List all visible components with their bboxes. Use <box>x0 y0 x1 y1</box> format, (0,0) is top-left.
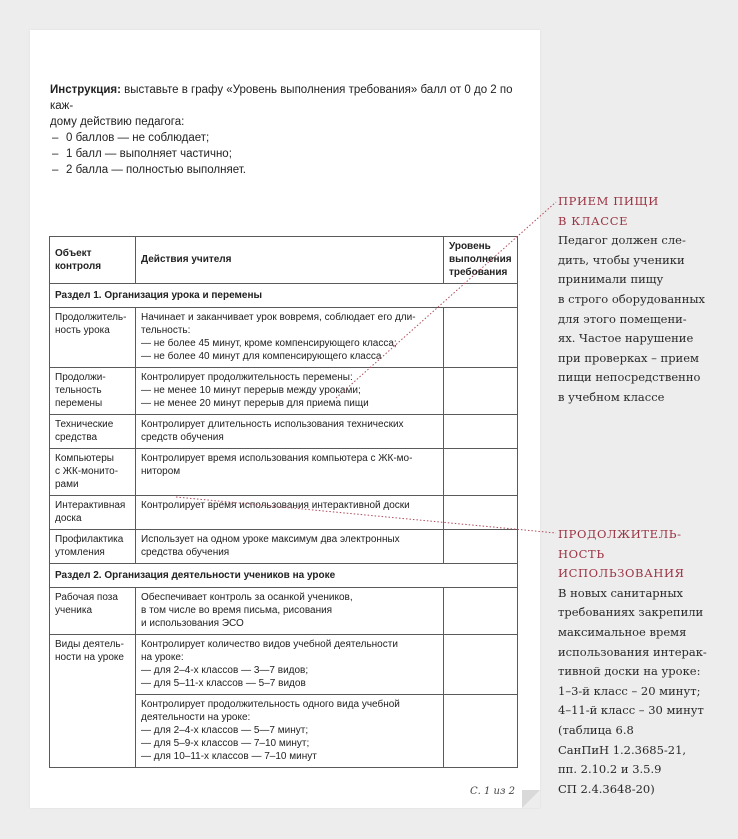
action-line: Обеспечивает контроль за осанкой учеников, <box>141 592 353 603</box>
object-line: рами <box>55 479 79 490</box>
sidenote-heading-line: ПРИЕМ ПИЩИ <box>558 194 659 208</box>
sidenote-heading-line: ИСПОЛЬЗОВАНИЯ <box>558 566 685 581</box>
page-number: С. 1 из 2 <box>470 786 515 797</box>
instruction-text-1: выставьте в графу «Уровень выполнения требования» балл от 0 до 2 по каж- <box>50 84 513 112</box>
sidenote-body-line: использования интерак- <box>558 644 707 659</box>
action-line: — не более 40 минут для компенсирующего класса <box>141 351 382 362</box>
action-line: Контролирует время использования интерактивной доски <box>141 500 410 511</box>
action-line: — для 2–4-х классов — 5—7 минут; <box>141 725 309 736</box>
action-line: на уроке: <box>141 652 184 663</box>
action-line: — для 2–4-х классов — 3—7 видов; <box>141 665 309 676</box>
object-line: ученика <box>55 605 93 616</box>
object-line: с ЖК-монито- <box>55 466 119 477</box>
object-line: доска <box>55 513 82 524</box>
instruction-text-2: дому действию педагога: <box>50 116 185 128</box>
action-line: — не более 45 минут, кроме компенсирующего класса; <box>141 338 397 349</box>
section-2-title: Раздел 2. Организация деятельности учеников на уроке <box>50 564 518 588</box>
sidenote-body-line: тивной доски на уроке: <box>558 664 701 679</box>
action-line: деятельности на уроке: <box>141 712 251 723</box>
object-line: ности на уроке <box>55 652 124 663</box>
action-line: средства обучения <box>141 547 230 558</box>
object-line: Компьютеры <box>55 453 114 464</box>
action-line: средств обучения <box>141 432 224 443</box>
sidenote-body-line: принимали пищу <box>558 272 664 287</box>
action-line: — не менее 20 минут перерыв для приема пищи <box>141 398 369 409</box>
action-line: Контролирует продолжительность перемены: <box>141 372 353 383</box>
sidenote-body-line: СанПиН 1.2.3685-21, <box>558 742 687 757</box>
action-line: — не менее 10 минут перерыв между уроками; <box>141 385 361 396</box>
action-line: нитором <box>141 466 181 477</box>
leader-line-duration <box>176 497 556 533</box>
sidenote-heading-line: НОСТЬ <box>558 546 605 561</box>
object-line: утомления <box>55 547 105 558</box>
sidenote-body-line: дить, чтобы ученики <box>558 252 685 267</box>
action-line: Контролирует длительность использования технических <box>141 419 404 430</box>
object-line: Виды деятель- <box>55 639 124 650</box>
action-line: тельность: <box>141 325 191 336</box>
object-line: Профилактика <box>55 534 124 545</box>
sidenote-body-line: требованиях закрепили <box>558 605 704 620</box>
object-line: ность урока <box>55 325 110 336</box>
sidenote-body-line: СП 2.4.3648-20) <box>558 781 655 796</box>
header-object-line: Объект <box>55 247 92 259</box>
object-line: Интерактивная <box>55 500 126 511</box>
sidenote-body-line: при проверках – прием <box>558 350 699 365</box>
sidenote-body-line: 1–3-й класс – 20 минут; <box>558 683 701 698</box>
sidenote-body-line: ях. Частое нарушение <box>558 331 694 346</box>
action-line: Контролирует время использования компьютера с ЖК-мо- <box>141 453 413 464</box>
score-option: – 2 балла — полностью выполняет. <box>50 162 525 178</box>
sidenote-heading-line: ПРОДОЛЖИТЕЛЬ- <box>558 527 682 541</box>
action-line: — для 5–11-х классов — 5–7 видов <box>141 678 306 689</box>
header-level-line: выполнения <box>449 254 512 265</box>
action-line: Начинает и заканчивает урок вовремя, соблюдает его дли- <box>141 312 416 323</box>
sidenote-body-line: в строго оборудованных <box>558 291 706 306</box>
object-line: Продолжитель- <box>55 312 127 323</box>
section-1-title: Раздел 1. Организация урока и перемены <box>50 284 518 308</box>
header-level-line: Уровень <box>449 241 491 252</box>
action-line: — для 10–11-х классов — 7–10 минут <box>141 751 317 762</box>
object-line: тельность <box>55 385 102 396</box>
sidenote-body-line: в учебном классе <box>558 389 665 404</box>
action-line: Использует на одном уроке максимум два электронных <box>141 534 400 545</box>
object-line: средства <box>55 432 98 443</box>
sidenote-body-line: В новых санитарных <box>558 585 683 600</box>
sidenote-body-line: пищи непосредственно <box>558 370 701 385</box>
sidenote-body-line: 4–11-й класс – 30 минут <box>558 703 704 718</box>
object-line: Рабочая поза <box>55 592 118 603</box>
action-line: Контролирует количество видов учебной деятельности <box>141 639 398 650</box>
action-line: Контролирует продолжительность одного вида учебной <box>141 699 400 710</box>
object-line: Продолжи- <box>55 372 106 383</box>
sidenote-heading-line: В КЛАССЕ <box>558 213 629 228</box>
action-line: — для 5–9-х классов — 7–10 минут; <box>141 738 310 749</box>
header-object-line: контроля <box>55 260 102 272</box>
action-line: в том числе во время письма, рисования <box>141 605 333 616</box>
sidenote-body-line: (таблица 6.8 <box>558 722 634 737</box>
score-option: – 0 баллов — не соблюдает; <box>50 130 525 146</box>
sidenote-body-line: Педагог должен сле- <box>558 233 686 248</box>
object-line: перемены <box>55 398 103 409</box>
sidenote-body-line: пп. 2.10.2 и 3.5.9 <box>558 762 662 777</box>
leader-line-meal <box>336 202 556 398</box>
header-actions: Действия учителя <box>136 237 444 284</box>
sidenote-body-line: для этого помещени- <box>558 311 687 326</box>
header-level-line: требования <box>449 267 508 278</box>
sidenote-body-line: максимальное время <box>558 624 687 639</box>
action-line: и использования ЭСО <box>141 618 244 629</box>
score-option: – 1 балл — выполняет частично; <box>50 146 525 162</box>
object-line: Технические <box>55 419 114 430</box>
instruction-label: Инструкция: <box>50 84 121 96</box>
